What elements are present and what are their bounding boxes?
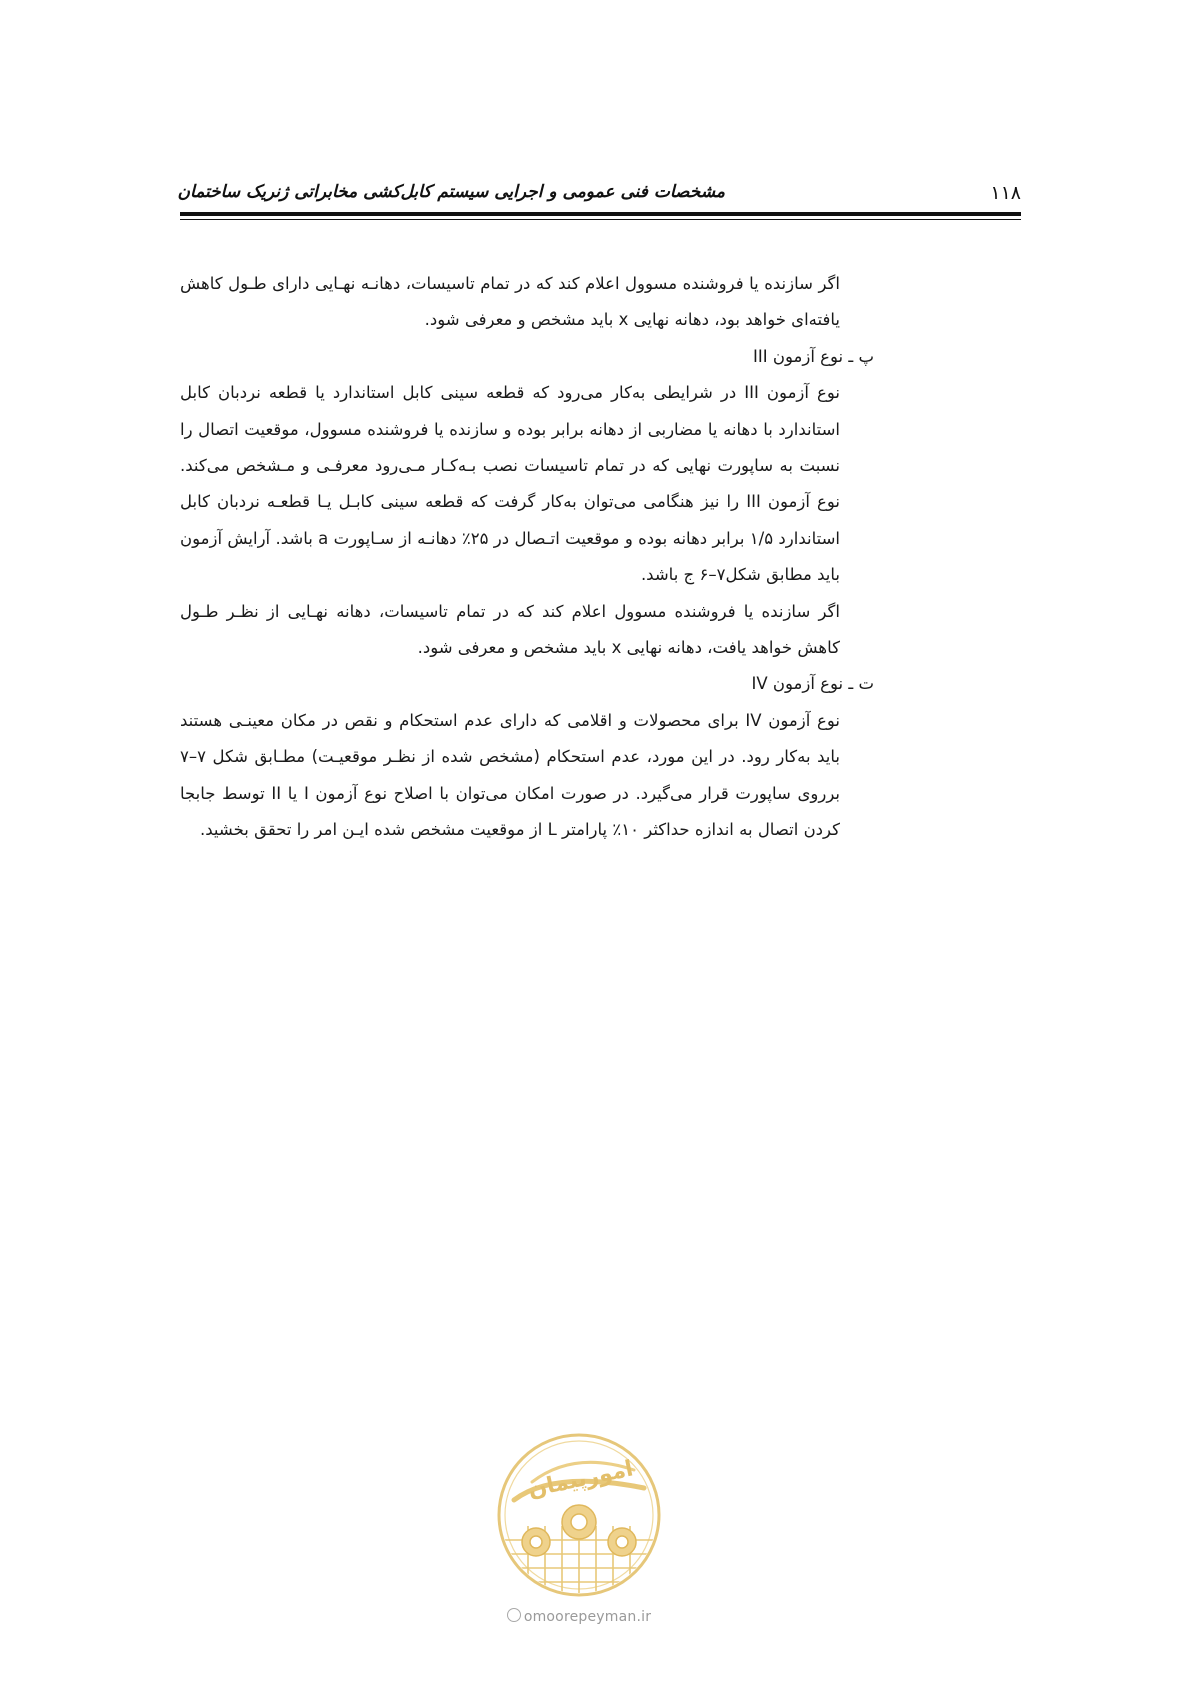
- logo-lettering: امورپیمان: [525, 1456, 636, 1503]
- watermark-site: [496, 1608, 662, 1625]
- body-text: [180, 266, 874, 849]
- header-rule: [180, 212, 1021, 221]
- section-heading-test-type-3: پ ـ نوع آزمون III: [753, 346, 874, 366]
- paragraph-1: اگر سازنده یا فروشنده مسوول اعلام کند که در تمام تاسیسات، دهانـه نهـایی دارای طـول کاهش یافته‌ای خواهد بود، دهانه نهایی x باید مشخص و معرفی شود.: [180, 274, 840, 330]
- site-text: omoorepeyman.ir: [523, 1609, 652, 1625]
- header-rule-thick: [180, 212, 1021, 216]
- watermark-logo: [494, 1430, 664, 1600]
- running-title: مشخصات فنی عمومی و اجرایی سیستم کابل‌کشی مخابراتی ژنریک ساختمان: [177, 182, 725, 202]
- page-number: ۱۱۸: [990, 182, 1021, 204]
- section-heading-test-type-4: ت ـ نوع آزمون IV: [751, 674, 874, 694]
- globe-icon: [507, 1608, 521, 1622]
- paragraph-2: نوع آزمون III در شرایطی به‌کار می‌رود که قطعه سینی کابل استاندارد یا قطعه نردبان کابل استاندارد با دهانه یا مضاربی از دهانه برابر بوده و سازنده یا فروشنده مسوول، موقعیت اتصال را نسبت به ساپورت نهایی که در تمام تاسیسات نصب بـه‌کـار مـی‌رود معرفـی و مـشخص می‌کند. نوع آزمون III را نیز هنگامی می‌توان به‌کار گرفت که قطعه سینی کابـل یـا قطعـه نردبان کابل استاندارد ۱/۵ برابر دهانه بوده و موقعیت اتـصال در ۲۵٪ دهانـه از سـاپورت a باشد. آرایش آزمون باید مطابق شکل۷–۶ ج باشد.: [180, 383, 841, 585]
- header-rule-thin: [180, 219, 1021, 220]
- paragraph-4: نوع آزمون IV برای محصولات و اقلامی که دارای عدم استحکام و نقص در مکان معینـی هستند باید به‌کار رود. در این مورد، عدم استحکام (مشخص شده از نظـر موقعیـت) مطـابق شکل ۷–۷ برروی ساپورت قرار می‌گیرد. در صورت امکان می‌توان با اصلاح نوع آزمون I یا II توسط جابجا کردن اتصال به اندازه حداکثر ۱۰٪ پارامتر L از موقعیت مشخص شده ایـن امر را تحقق بخشید.: [180, 710, 841, 840]
- paragraph-3: اگر سازنده یا فروشنده مسوول اعلام کند که در تمام تاسیسات، دهانه نهـایی از نظـر طـول کاهش خواهد یافت، دهانه نهایی x باید مشخص و معرفی شود.: [180, 601, 840, 658]
